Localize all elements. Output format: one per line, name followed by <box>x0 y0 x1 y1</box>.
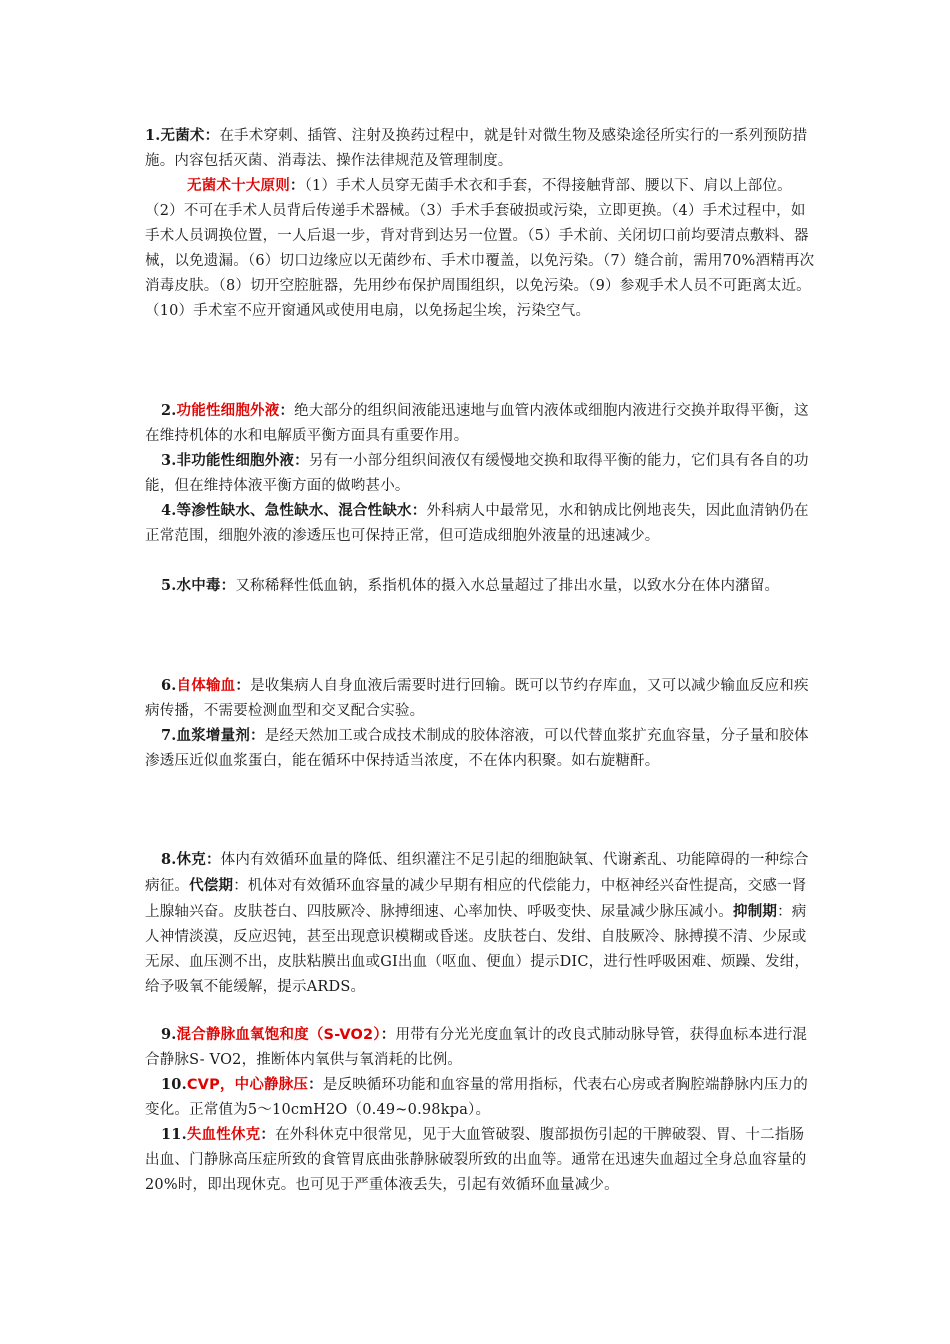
definition-text: ：病人神情淡漠，反应迟钝，甚至出现意识模糊或昏迷。皮肤苍白、发绀、自肢厥冷、脉搏摸不清、少尿或无尿、血压测不出，皮肤粘膜出血或GI出血（呕血、便血）提示DIC，进行性呼吸困难、烦躁、发绀，给予吸氧不能缓解，提示ARDS。 <box>145 904 810 995</box>
paragraph-plasma-expander <box>145 723 815 774</box>
term-functional-ecf: 功能性细胞外液 <box>176 402 280 419</box>
term-colon: ： <box>235 677 251 694</box>
definition-text: 是经天然加工或合成技术制成的胶体溶液，可以代替血浆扩充血容量，分子量和胶体渗透压近似血浆蛋白，能在循环中保持适当浓度，不在体内积聚。如右旋糖酐。 <box>145 728 809 769</box>
paragraph-aseptic-principles <box>145 173 815 324</box>
definition-text: 体内有效循环血量的降低、组织灌注不足引起的细胞缺氧、代谢紊乱、功能障碍的一种综合病征。 <box>145 852 809 894</box>
term-colon: ： <box>308 1076 323 1093</box>
term-colon: ： <box>294 452 309 469</box>
term-decompensated-stage: 抑制期 <box>733 903 778 920</box>
term-svo2: 混合静脉血氧饱和度（ <box>176 1026 324 1043</box>
term-aseptic-technique: 1.无菌术 <box>145 127 205 144</box>
term-svo2-abbrev: S-VO2 <box>323 1027 374 1043</box>
definition-text: 是收集病人自身血液后需要时进行回输。既可以节约存库血，又可以减少输血反应和疾病传播，不需要检测血型和交叉配合实验。 <box>145 678 809 719</box>
item-number: 10. <box>161 1076 187 1093</box>
term-autotransfusion: 自体输血 <box>176 677 236 694</box>
paragraph-autotransfusion <box>145 673 815 724</box>
paragraph-shock <box>145 847 815 1000</box>
definition-text: （1）手术人员穿无菌手术衣和手套，不得接触背部、腰以下、肩以上部位。（2）不可在手术人员背后传递手术器械。（3）手术手套破损或污染，立即更换。（4）手术过程中，如手术人员调换位置，一人后退一步，背对背到达另一位置。（5）手术前、关闭切口前均要清点敷料、器械，以免遗漏。（6）切口边缘应以无菌纱布、手术巾覆盖，以免污染。（7）缝合前，需用70%酒精再次消毒皮肤。（8）切开空腔脏器，先用纱布保护周围组织，以免污染。（9）参观手术人员不可距离太近。（10）手术室不应开窗通风或使用电扇，以免扬起尘埃，污染空气。 <box>145 178 815 319</box>
term-hemorrhagic-shock: 失血性休克 <box>186 1126 261 1143</box>
definition-text: 是反映循环功能和血容量的常用指标，代表右心房或者胸腔端静脉内压力的变化。正常值为5～10cmH2O（0.49~0.98kpa）。 <box>145 1077 808 1118</box>
item-number: 6. <box>161 677 177 694</box>
item-number: 2. <box>161 402 177 419</box>
term-isotonic-dehydration: 4.等渗性缺水、急性缺水、混合性缺水 <box>161 502 412 519</box>
definition-text: 又称稀释性低血钠，系指机体的摄入水总量超过了排出水量，以致水分在体内潴留。 <box>235 578 780 594</box>
term-colon: ： <box>204 127 220 144</box>
term-colon: ： <box>411 502 427 519</box>
term-colon: ： <box>380 1026 396 1043</box>
term-colon: ： <box>260 1126 276 1143</box>
definition-text: 外科病人中最常见，水和钠成比例地丧失，因此血清钠仍在正常范围，细胞外液的渗透压也可保持正常，但可造成细胞外液量的迅速减少。 <box>145 503 809 544</box>
term-aseptic-principles: 无菌术十大原则 <box>187 177 290 194</box>
paragraph-isotonic-dehydration <box>145 498 815 549</box>
definition-text: ：机体对有效循环血容量的减少早期有相应的代偿能力，中枢神经兴奋性提高，交感一肾上腺轴兴奋。皮肤苍白、四肢厥冷、脉搏细速、心率加快、呼吸变快、尿量减少脉压减小。 <box>145 878 807 920</box>
paragraph-svo2 <box>145 1022 815 1073</box>
term-water-intoxication: 5.水中毒 <box>161 577 221 594</box>
term-cvp: ，中心静脉压 <box>219 1076 309 1093</box>
definition-text: 绝大部分的组织间液能迅速地与血管内液体或细胞内液进行交换并取得平衡，这在维持机体的水和电解质平衡方面具有重要作用。 <box>145 403 809 444</box>
paragraph-nonfunctional-ecf <box>145 448 815 499</box>
item-number: 9. <box>161 1026 177 1043</box>
definition-text: 另有一小部分组织间液仅有缓慢地交换和取得平衡的能力，它们具有各自的功能，但在维持体液平衡方面的做哟甚小。 <box>145 453 809 494</box>
definition-text: 在外科休克中很常见，见于大血管破裂、腹部损伤引起的干脾破裂、胃、十二指肠出血、门静脉高压症所致的食管胃底曲张静脉破裂所致的出血等。通常在迅速失血超过全身总血容量的20%时，即出现休克。也可见于严重体液丢失，引起有效循环血量减少。 <box>145 1127 807 1193</box>
paragraph-functional-ecf <box>145 398 815 449</box>
term-colon: ： <box>279 402 295 419</box>
term-cvp-abbrev: CVP <box>186 1077 220 1093</box>
definition-text: 在手术穿刺、插管、注射及换药过程中，就是针对微生物及感染途径所实行的一系列预防措施。内容包括灭菌、消毒法、操作法律规范及管理制度。 <box>145 128 808 169</box>
item-number: 11. <box>161 1126 187 1143</box>
term-shock: 8.休克 <box>161 851 206 868</box>
definition-text: 用带有分光光度血氧计的改良式肺动脉导管，获得血标本进行混合静脉S- VO2，推断体内氧供与氧消耗的比例。 <box>145 1027 808 1068</box>
paragraph-water-intoxication <box>145 573 815 599</box>
term-compensated-stage: 代偿期 <box>189 877 234 894</box>
term-paren: ） <box>373 1026 381 1043</box>
term-colon: ： <box>220 577 236 594</box>
paragraph-hemorrhagic-shock <box>145 1122 815 1198</box>
paragraph-aseptic-technique <box>145 123 815 174</box>
term-colon: ： <box>289 177 305 194</box>
paragraph-cvp <box>145 1072 815 1123</box>
term-colon: ： <box>205 851 221 868</box>
term-nonfunctional-ecf: 3.非功能性细胞外液 <box>161 452 295 469</box>
term-colon: ： <box>250 727 265 744</box>
term-plasma-expander: 7.血浆增量剂 <box>161 727 251 744</box>
